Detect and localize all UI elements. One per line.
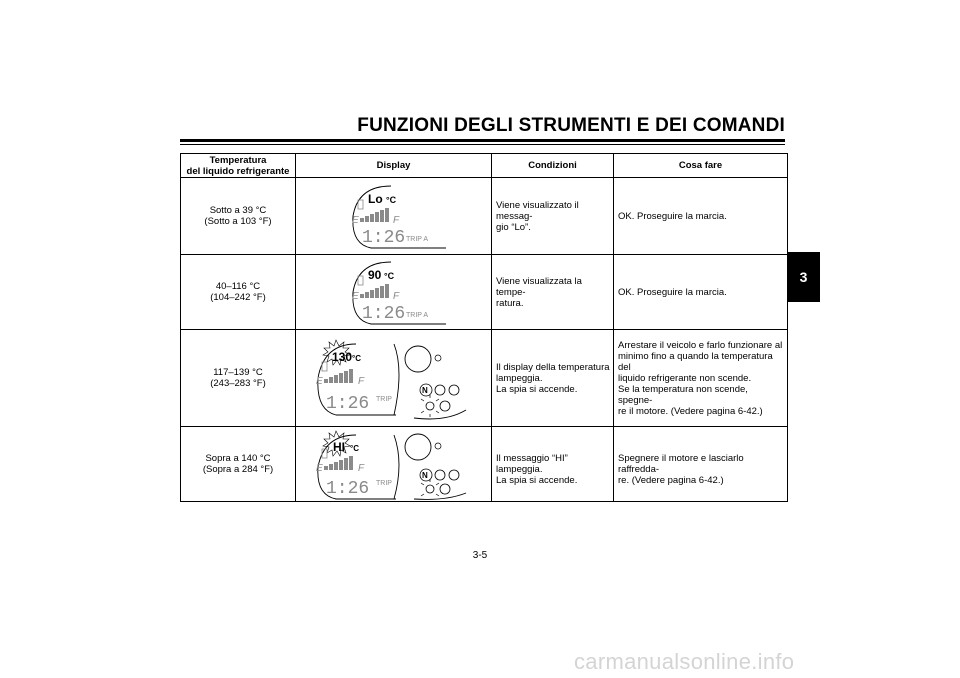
display-cell <box>296 427 492 502</box>
lcd-bar-graph <box>324 456 353 470</box>
lcd-unit: °C <box>350 444 359 453</box>
lcd-temperature-reading: 90 <box>368 268 382 282</box>
display-cell <box>296 255 492 330</box>
header-temperature: Temperatura del liquido refrigerante <box>181 154 296 178</box>
conditions-cell: Il display della temperatura lampeggia. La spia si accende. <box>492 330 614 427</box>
lcd-e-label: E <box>352 215 359 226</box>
lcd-unit: °C <box>384 271 395 281</box>
conditions-cell: Viene visualizzata la tempe- ratura. <box>492 255 614 330</box>
lcd-temperature-reading: Lo <box>368 192 383 206</box>
temperature-cell: Sopra a 140 °C (Sopra a 284 °F) <box>181 427 296 502</box>
title-rule <box>180 139 785 142</box>
action-cell: Spegnere il motore e lasciarlo raffredda- re. (Vedere pagina 6-42.) <box>614 427 788 502</box>
lcd-digits: 1:26 <box>362 228 406 248</box>
coolant-temperature-table <box>180 153 788 502</box>
lcd-display-illustration <box>296 427 491 501</box>
title-rule-thin <box>180 144 785 145</box>
display-cell <box>296 178 492 255</box>
coolant-icon <box>358 276 363 285</box>
lcd-unit: °C <box>352 354 361 363</box>
lcd-trip-label: TRIP <box>376 480 392 487</box>
header-action: Cosa fare <box>614 154 788 178</box>
table-row <box>181 427 788 502</box>
fuel-indicator-icon <box>440 401 450 411</box>
page-title: FUNZIONI DEGLI STRUMENTI E DEI COMANDI <box>357 115 785 136</box>
lcd-f-label: F <box>393 215 400 226</box>
action-cell: OK. Proseguire la marcia. <box>614 255 788 330</box>
neutral-indicator-label: N <box>422 386 428 395</box>
lcd-unit: °C <box>386 195 397 205</box>
oil-indicator-icon <box>449 470 459 480</box>
lcd-e-label: E <box>316 376 323 387</box>
gauge-knob-icon <box>405 346 431 372</box>
lcd-display-illustration <box>296 330 491 426</box>
header-display: Display <box>296 154 492 178</box>
lcd-trip-label: TRIP A <box>406 236 429 243</box>
lcd-f-label: F <box>358 463 365 474</box>
chapter-tab: 3 <box>787 252 820 302</box>
action-cell: OK. Proseguire la marcia. <box>614 178 788 255</box>
table-row <box>181 255 788 330</box>
neutral-indicator-label: N <box>422 471 428 480</box>
lcd-f-label: F <box>358 376 365 387</box>
lcd-temperature-reading: 130 <box>332 350 353 364</box>
lcd-f-label: F <box>393 291 400 302</box>
engine-indicator-icon <box>435 385 445 395</box>
table-row <box>181 330 788 427</box>
temperature-cell: 40–116 °C (104–242 °F) <box>181 255 296 330</box>
action-cell: Arrestare il veicolo e farlo funzionare al minimo fino a quando la temperatura del liquido refrigerante non scende. Se la temperatura non scende, spegne- re il motore. (Vedere pagina 6-42.) <box>614 330 788 427</box>
lcd-digits: 1:26 <box>326 394 370 414</box>
engine-indicator-icon <box>435 470 445 480</box>
display-cell <box>296 330 492 427</box>
lcd-display-illustration <box>296 178 491 254</box>
lcd-digits: 1:26 <box>326 479 370 499</box>
header-conditions: Condizioni <box>492 154 614 178</box>
watermark: carmanualsonline.info <box>574 649 795 674</box>
conditions-cell: Il messaggio “HI” lampeggia. La spia si accende. <box>492 427 614 502</box>
lcd-temperature-reading: HI <box>333 440 345 454</box>
lcd-bar-graph <box>360 208 389 222</box>
lcd-bar-graph <box>324 369 353 383</box>
coolant-warning-light-icon <box>426 485 434 493</box>
lcd-trip-label: TRIP <box>376 396 392 403</box>
light-flash-rays <box>421 395 439 417</box>
temperature-cell: 117–139 °C (243–283 °F) <box>181 330 296 427</box>
fuel-indicator-icon <box>440 484 450 494</box>
light-flash-rays <box>421 479 439 496</box>
lcd-display-illustration <box>296 255 491 329</box>
gauge-knob-icon <box>405 434 431 460</box>
temperature-cell: Sotto a 39 °C (Sotto a 103 °F) <box>181 178 296 255</box>
coolant-warning-light-icon <box>426 402 434 410</box>
lcd-bar-graph <box>360 284 389 298</box>
coolant-icon <box>358 200 363 209</box>
lcd-e-label: E <box>352 291 359 302</box>
lcd-trip-label: TRIP A <box>406 312 429 319</box>
page-number: 3-5 <box>472 550 488 561</box>
lcd-digits: 1:26 <box>362 304 406 324</box>
table-row <box>181 178 788 255</box>
conditions-cell: Viene visualizzato il messag- gio “Lo”. <box>492 178 614 255</box>
lcd-e-label: E <box>316 463 323 474</box>
table-header-row <box>181 154 788 178</box>
oil-indicator-icon <box>449 385 459 395</box>
